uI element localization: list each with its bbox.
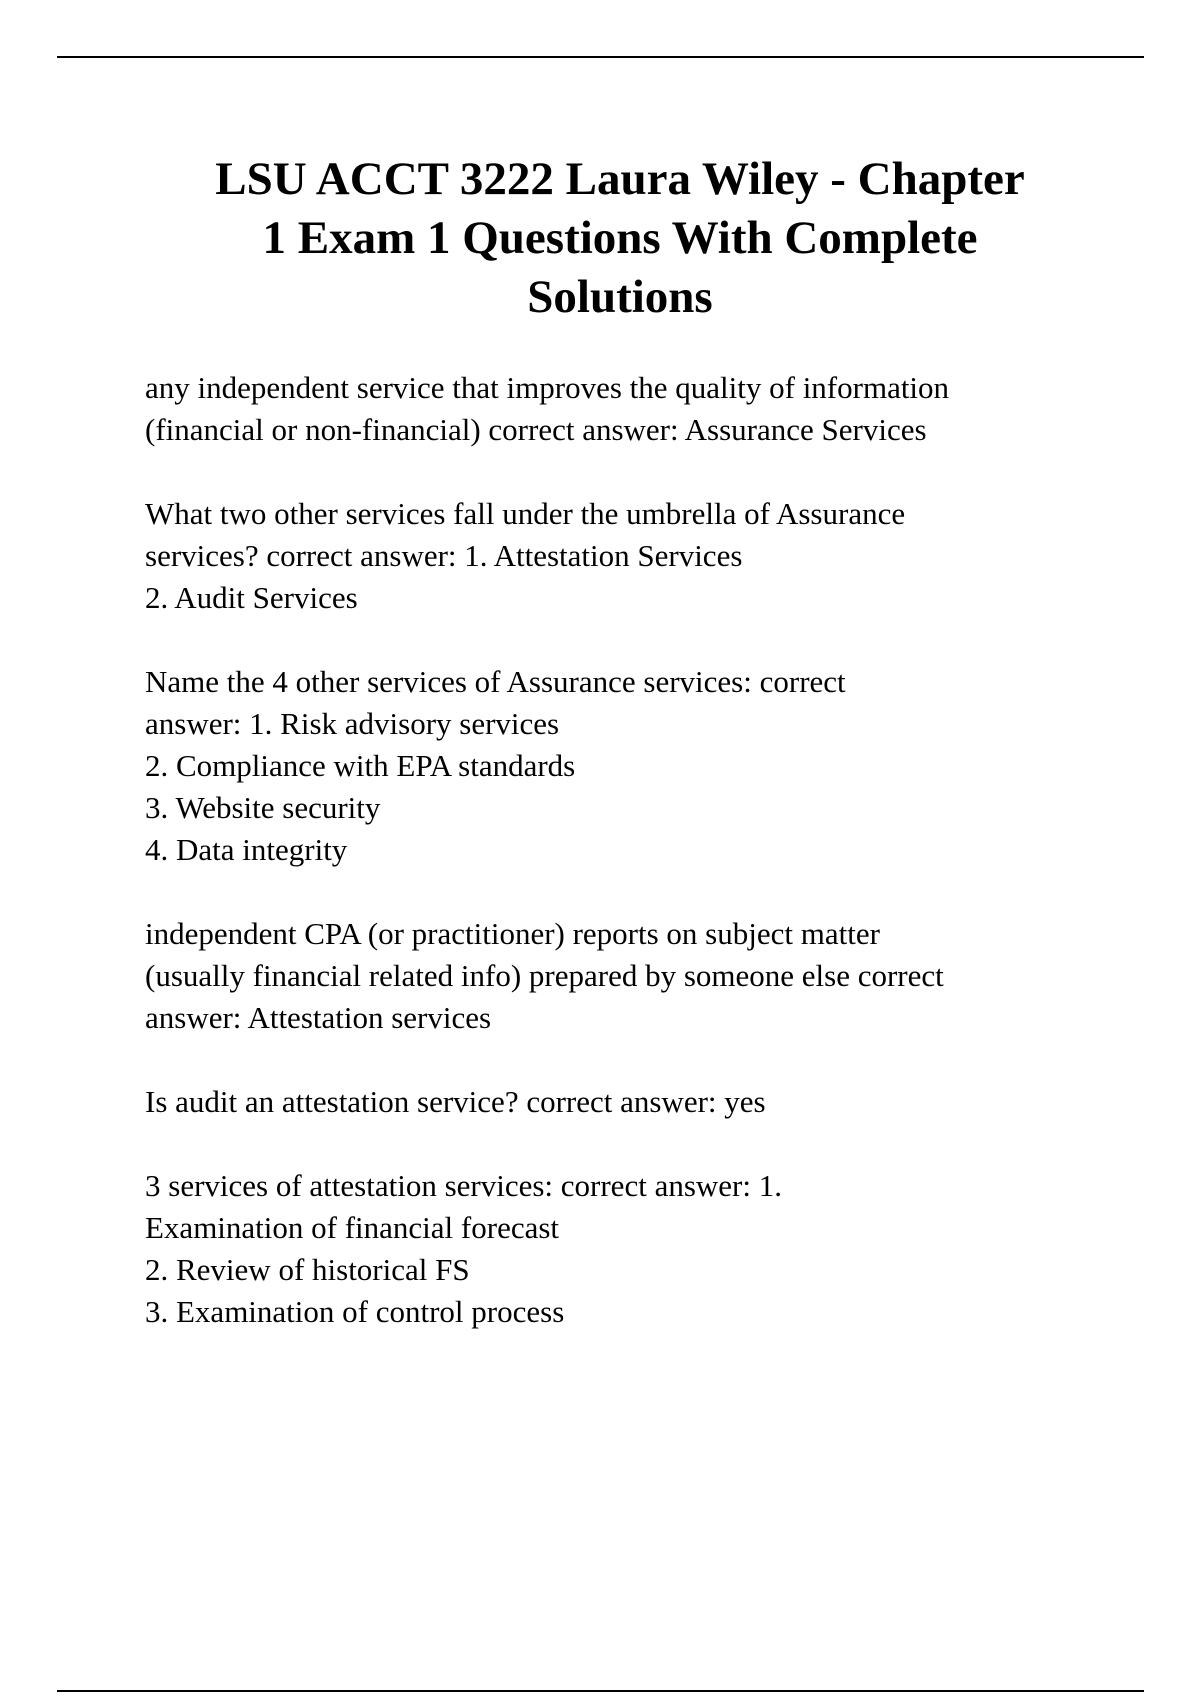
qa-line: Is audit an attestation service? correct answer: yes [145,1084,766,1119]
qa-line: 2. Audit Services [145,580,358,615]
qa-item [145,1165,1105,1333]
qa-line: Examination of financial forecast [145,1210,560,1245]
top-rule [57,56,1144,58]
qa-line: (usually financial related info) prepared by someone else correct [145,958,944,993]
qa-item [145,367,1105,451]
bottom-rule [57,1690,1144,1692]
qa-line: 3 services of attestation services: correct answer: 1. [145,1168,782,1203]
qa-line: 2. Review of historical FS [145,1252,470,1287]
title-line: Solutions [527,271,713,323]
qa-line: 3. Examination of control process [145,1294,565,1329]
qa-item [145,1081,1105,1123]
title-line: 1 Exam 1 Questions With Complete [262,212,978,264]
qa-line: answer: 1. Risk advisory services [145,706,560,741]
qa-item [145,493,1105,619]
title-line: LSU ACCT 3222 Laura Wiley - Chapter [215,153,1025,205]
qa-line: any independent service that improves the quality of information [145,370,950,405]
qa-line: What two other services fall under the umbrella of Assurance [145,496,906,531]
qa-line: (financial or non-financial) correct answer: Assurance Services [145,412,927,447]
qa-line: 3. Website security [145,790,381,825]
qa-line: services? correct answer: 1. Attestation Services [145,538,743,573]
qa-line: answer: Attestation services [145,1000,492,1035]
document-title [145,150,1095,327]
qa-line: independent CPA (or practitioner) reports on subject matter [145,916,880,951]
qa-line: 2. Compliance with EPA standards [145,748,576,783]
qa-item [145,913,1105,1039]
qa-line: Name the 4 other services of Assurance services: correct [145,664,846,699]
qa-line: 4. Data integrity [145,832,348,867]
qa-item [145,661,1105,871]
qa-list [145,367,1105,1375]
